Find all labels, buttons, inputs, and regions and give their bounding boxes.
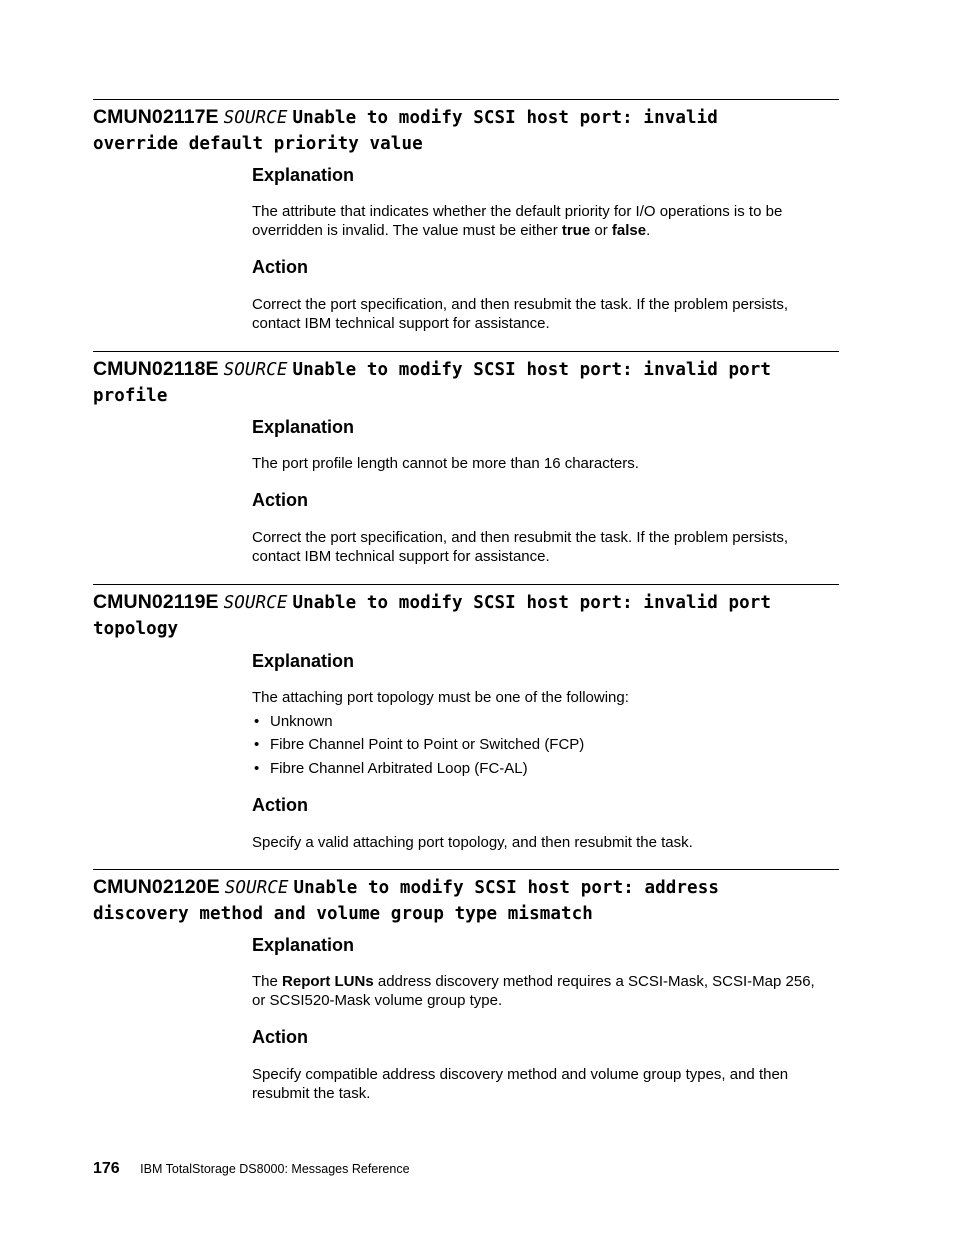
list-item: • Unknown (254, 712, 333, 730)
action-text: Specify compatible address discovery method and volume group types, and then resubmit the task. (252, 1066, 789, 1102)
message-text: Unable to modify SCSI host port: invalid port (292, 593, 772, 613)
message-text-continued: topology (93, 619, 179, 639)
list-item: • Fibre Channel Arbitrated Loop (FC-AL) (254, 759, 528, 777)
action-text: Correct the port specification, and then resubmit the task. If the problem persists, contact IBM technical support for assistance. (252, 529, 789, 565)
page-footer (93, 1160, 410, 1178)
message-body (252, 650, 822, 852)
message-body (252, 934, 822, 1103)
action-text: Correct the port specification, and then resubmit the task. If the problem persists, contact IBM technical support for assistance. (252, 296, 789, 332)
message-text: Unable to modify SCSI host port: address (293, 878, 719, 898)
topology-list (252, 712, 822, 778)
message-body (252, 416, 822, 566)
action-heading: Action (252, 794, 308, 815)
action-heading: Action (252, 1027, 308, 1047)
message-title (93, 870, 839, 927)
value-true: true (561, 222, 591, 239)
action-heading: Action (252, 257, 308, 277)
explanation-text: The attribute that indicates whether the default priority for I/O operations is to be overridden is invalid. The value must be either true or false. (252, 203, 783, 239)
bullet-icon: • (254, 712, 260, 730)
message-title (93, 100, 839, 157)
page-number: 176 (93, 1160, 120, 1177)
list-item: • Fibre Channel Point to Point or Switched (FCP) (254, 736, 585, 753)
message-text-continued: profile (93, 386, 168, 406)
message-id: CMUN02117E (93, 106, 219, 128)
message-cmun02118e (93, 351, 839, 566)
explanation-text: The attaching port topology must be one of the following: (252, 689, 629, 706)
message-cmun02117e (93, 99, 839, 333)
message-id: CMUN02118E (93, 358, 219, 380)
explanation-heading: Explanation (252, 417, 355, 437)
message-cmun02120e (93, 869, 839, 1103)
bullet-icon: • (254, 736, 260, 753)
message-cmun02119e (93, 584, 839, 852)
message-text: Unable to modify SCSI host port: invalid (292, 108, 718, 128)
message-text: Unable to modify SCSI host port: invalid port (292, 360, 772, 380)
message-source: SOURCE (223, 360, 288, 380)
explanation-heading: Explanation (252, 651, 355, 671)
action-heading: Action (252, 490, 308, 510)
explanation-text: The port profile length cannot be more than 16 characters. (252, 455, 639, 472)
message-title (93, 585, 839, 642)
bullet-icon: • (254, 759, 260, 777)
explanation-heading: Explanation (252, 935, 355, 955)
report-luns-term: Report LUNs (282, 973, 374, 990)
action-text: Specify a valid attaching port topology, and then resubmit the task. (252, 833, 693, 851)
message-title (93, 352, 839, 409)
book-title: IBM TotalStorage DS8000: Messages Reference (140, 1162, 410, 1176)
value-false: false (611, 222, 647, 239)
message-source: SOURCE (224, 878, 289, 898)
message-id: CMUN02120E (93, 876, 220, 898)
message-id: CMUN02119E (93, 591, 219, 613)
message-body (252, 164, 822, 333)
explanation-heading: Explanation (252, 165, 355, 185)
message-text-continued: override default priority value (93, 134, 423, 154)
message-text-continued: discovery method and volume group type mismatch (93, 904, 593, 924)
message-source: SOURCE (223, 593, 288, 613)
explanation-text: The Report LUNs address discovery method requires a SCSI-Mask, SCSI-Map 256, or SCSI520-Mask volume group type. (252, 973, 815, 1009)
message-source: SOURCE (223, 108, 288, 128)
